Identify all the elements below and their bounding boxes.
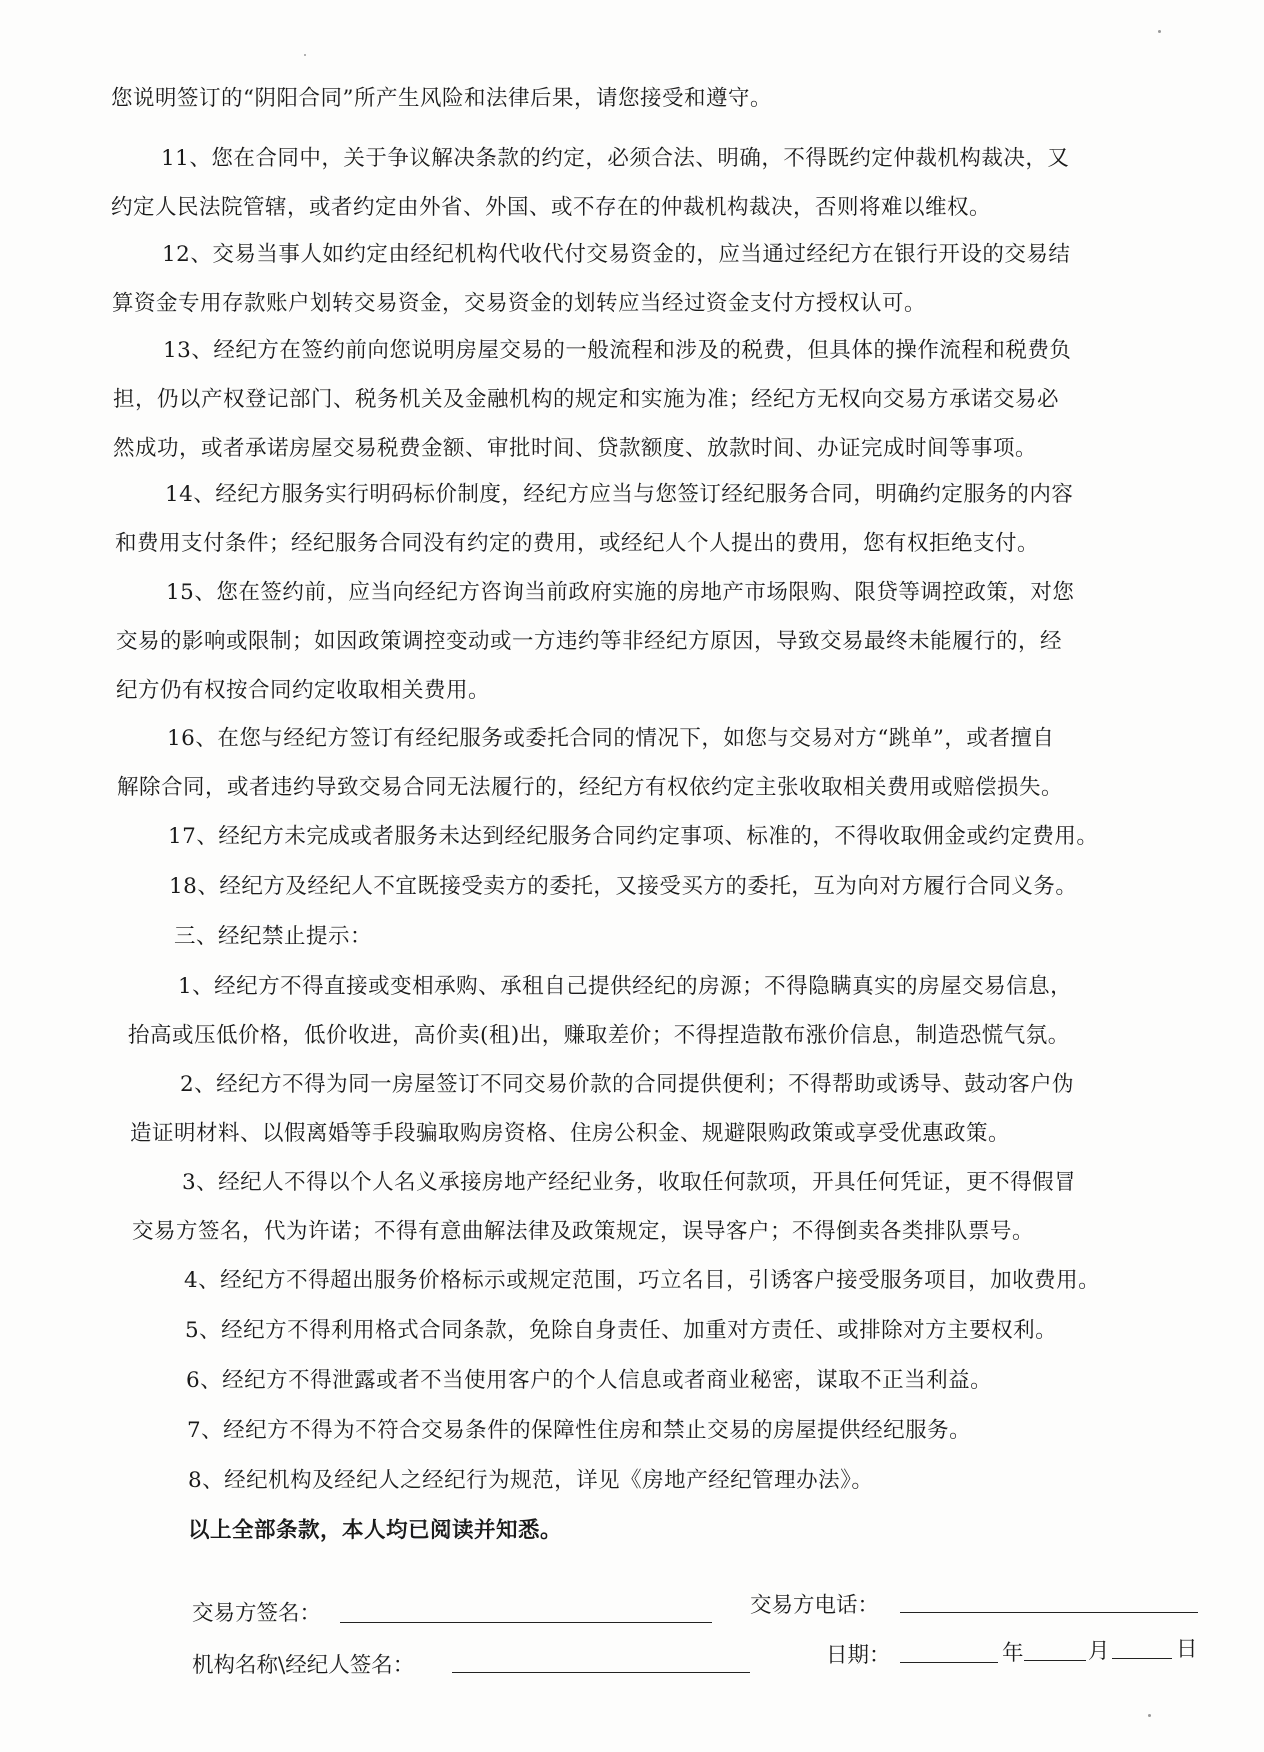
- text-line: 解除合同，或者违约导致交易合同无法履行的，经纪方有权依约定主张收取相关费用或赔偿损失。: [117, 775, 1064, 800]
- text-line: 抬高或压低价格，低价收进，高价卖(租)出，赚取差价；不得捏造散布涨价信息，制造恐慌气氛。: [128, 1023, 1070, 1048]
- date-month-label: 月: [1088, 1639, 1110, 1664]
- scan-speck: [304, 54, 306, 56]
- text-line: 7、经纪方不得为不符合交易条件的保障性住房和禁止交易的房屋提供经纪服务。: [187, 1418, 972, 1443]
- scan-speck: [1148, 1714, 1151, 1717]
- date-year-label: 年: [1002, 1641, 1024, 1666]
- date-year-field[interactable]: [900, 1662, 998, 1663]
- paragraph-12: [112, 230, 1070, 328]
- prohibition-3: [132, 1158, 1076, 1256]
- text-line: 担，仍以产权登记部门、税务机关及金融机构的规定和实施为准；经纪方无权向交易方承诺交易必: [113, 387, 1060, 412]
- text-line: 12、交易当事人如约定由经纪机构代收代付交易资金的，应当通过经纪方在银行开设的交易结: [162, 242, 1071, 267]
- text-line: 和费用支付条件；经纪服务合同没有约定的费用，或经纪人个人提出的费用，您有权拒绝支付。: [115, 531, 1040, 556]
- paragraph-10-continued: [111, 74, 772, 123]
- party-phone-label: 交易方电话：: [750, 1593, 880, 1618]
- text-line: 1、经纪方不得直接或变相承购、承租自己提供经纪的房源；不得隐瞒真实的房屋交易信息，: [178, 974, 1073, 999]
- paragraph-14: [115, 470, 1073, 568]
- text-line: 11、您在合同中，关于争议解决条款的约定，必须合法、明确，不得既约定仲裁机构裁决，又: [161, 146, 1070, 171]
- paragraph-11: [111, 134, 1069, 232]
- text-line: 约定人民法院管辖，或者约定由外省、外国、或不存在的仲裁机构裁决，否则将难以维权。: [111, 195, 992, 220]
- prohibition-4: [184, 1256, 1100, 1305]
- text-line: 13、经纪方在签约前向您说明房屋交易的一般流程和涉及的税费，但具体的操作流程和税费负: [163, 338, 1072, 363]
- text-line: 15、您在签约前，应当向经纪方咨询当前政府实施的房地产市场限购、限贷等调控政策，对您: [166, 580, 1075, 605]
- date-day-label: 日: [1176, 1637, 1198, 1662]
- text-line: 4、经纪方不得超出服务价格标示或规定范围，巧立名目，引诱客户接受服务项目，加收费用。: [184, 1268, 1101, 1293]
- prohibition-6: [186, 1356, 992, 1405]
- paragraph-13: [113, 326, 1071, 473]
- agent-signature-label: 机构名称\经纪人签名：: [192, 1653, 415, 1678]
- date-day-field[interactable]: [1112, 1658, 1172, 1659]
- text-line: 14、经纪方服务实行明码标价制度，经纪方应当与您签订经纪服务合同，明确约定服务的内容: [165, 482, 1074, 507]
- prohibition-5: [185, 1306, 1057, 1355]
- text-line: 以上全部条款，本人均已阅读并知悉。: [188, 1518, 563, 1543]
- party-signature-label: 交易方签名：: [192, 1601, 322, 1626]
- paragraph-15: [116, 568, 1074, 715]
- text-line: 3、经纪人不得以个人名义承接房地产经纪业务，收取任何款项，开具任何凭证，更不得假冒: [182, 1170, 1077, 1195]
- date-label: 日期：: [826, 1643, 891, 1668]
- text-line: 18、经纪方及经纪人不宜既接受卖方的委托，又接受买方的委托，互为向对方履行合同义务。: [169, 874, 1078, 899]
- text-line: 8、经纪机构及经纪人之经纪行为规范，详见《房地产经纪管理办法》。: [188, 1468, 874, 1493]
- paragraph-18: [169, 862, 1077, 911]
- text-line: 您说明签订的“阴阳合同”所产生风险和法律后果，请您接受和遵守。: [111, 86, 772, 111]
- prohibition-8: [188, 1456, 873, 1505]
- text-line: 17、经纪方未完成或者服务未达到经纪服务合同约定事项、标准的，不得收取佣金或约定费用。: [168, 824, 1099, 849]
- text-line: 6、经纪方不得泄露或者不当使用客户的个人信息或者商业秘密，谋取不正当利益。: [186, 1368, 993, 1393]
- text-line: 三、经纪禁止提示：: [174, 924, 373, 949]
- text-line: 然成功，或者承诺房屋交易税费金额、审批时间、贷款额度、放款时间、办证完成时间等事项。: [113, 436, 1038, 461]
- text-line: 交易的影响或限制；如因政策调控变动或一方违约等非经纪方原因，导致交易最终未能履行的，经: [116, 629, 1063, 654]
- paragraph-16: [117, 714, 1063, 812]
- party-signature-field[interactable]: [340, 1622, 712, 1623]
- text-line: 交易方签名，代为许诺；不得有意曲解法律及政策规定，误导客户；不得倒卖各类排队票号。: [132, 1219, 1035, 1244]
- paragraph-17: [168, 812, 1098, 861]
- agent-signature-field[interactable]: [452, 1672, 750, 1673]
- scan-speck: [1158, 30, 1161, 33]
- text-line: 2、经纪方不得为同一房屋签订不同交易价款的合同提供便利；不得帮助或诱导、鼓动客户伪: [180, 1072, 1075, 1097]
- prohibition-2: [130, 1060, 1074, 1158]
- prohibition-7: [187, 1406, 971, 1455]
- text-line: 算资金专用存款账户划转交易资金，交易资金的划转应当经过资金支付方授权认可。: [112, 291, 927, 316]
- section-heading-prohibitions: [174, 912, 372, 961]
- prohibition-1: [128, 962, 1072, 1060]
- date-month-field[interactable]: [1024, 1660, 1086, 1661]
- text-line: 纪方仍有权按合同约定收取相关费用。: [116, 678, 491, 703]
- text-line: 造证明材料、以假离婚等手段骗取购房资格、住房公积金、规避限购政策或享受优惠政策。: [130, 1121, 1011, 1146]
- party-phone-field[interactable]: [900, 1612, 1198, 1613]
- text-line: 16、在您与经纪方签订有经纪服务或委托合同的情况下，如您与交易对方“跳单”，或者擅自: [167, 726, 1055, 751]
- text-line: 5、经纪方不得利用格式合同条款，免除自身责任、加重对方责任、或排除对方主要权利。: [185, 1318, 1058, 1343]
- acknowledgement: [188, 1506, 562, 1555]
